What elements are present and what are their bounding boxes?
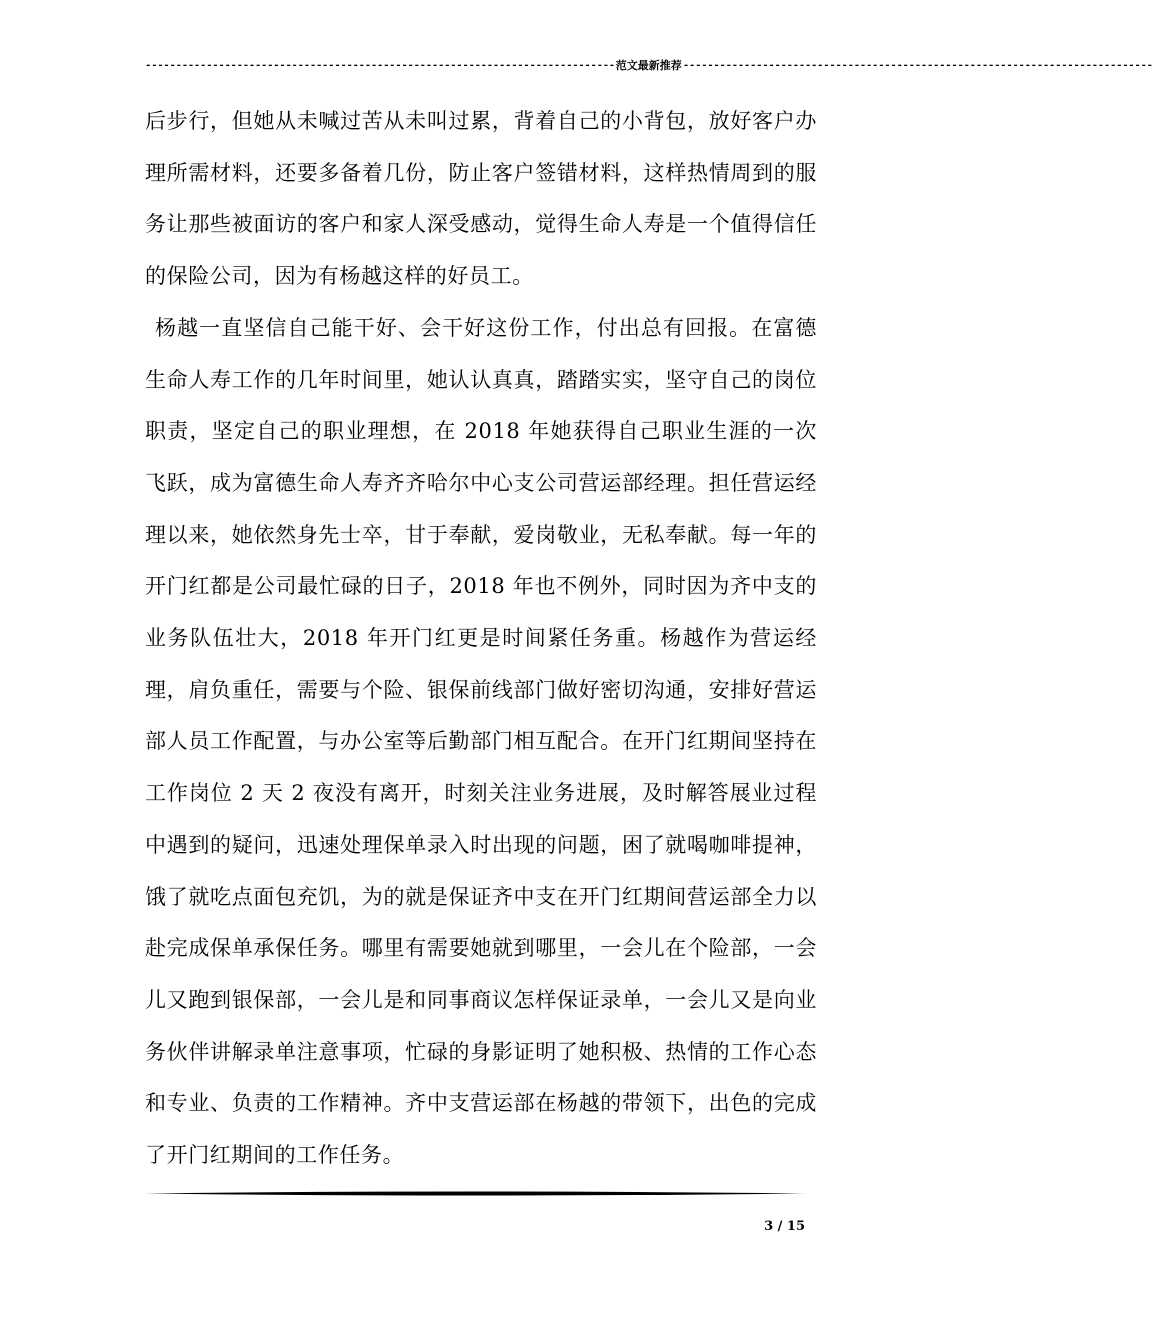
page-number: 3 / 15 [764,1219,805,1234]
document-body [145,96,817,1182]
footer-rule [145,1189,805,1198]
page-header [145,58,1153,74]
header-dashes-right: ----------------------------------------------------------------------------- [682,60,1153,72]
paragraph-yang-yue: 杨越一直坚信自己能干好、会干好这份工作，付出总有回报。在富德生命人寿工作的几年时间里，她认认真真，踏踏实实，坚守自己的岗位职责，坚定自己的职业理想，在 2018 年她获得自己职业生涯的一次飞跃，成为富德生命人寿齐齐哈尔中心支公司营运部经理。担任营运经理以来，她依然身先士卒，甘于奉献，爱岗敬业，无私奉献。每一年的开门红都是公司最忙碌的日子，2018 年也不例外，同时因为齐中支的业务队伍壮大，2018 年开门红更是时间紧任务重。杨越作为营运经理，肩负重任，需要与个险、银保前线部门做好密切沟通，安排好营运部人员工作配置，与办公室等后勤部门相互配合。在开门红期间坚持在工作岗位 2 天 2 夜没有离开，时刻关注业务进展，及时解答展业过程中遇到的疑问，迅速处理保单录入时出现的问题，困了就喝咖啡提神，饿了就吃点面包充饥，为的就是保证齐中支在开门红期间营运部全力以赴完成保单承保任务。哪里有需要她就到哪里，一会儿在个险部，一会儿又跑到银保部，一会儿是和同事商议怎样保证录单，一会儿又是向业务伙伴讲解录单注意事项，忙碌的身影证明了她积极、热情的工作心态和专业、负责的工作精神。齐中支营运部在杨越的带领下，出色的完成了开门红期间的工作任务。 [145,315,817,1168]
header-dashes-left: ----------------------------------------------------------------------------- [145,60,615,72]
header-title: 范文最新推荐 [615,59,682,72]
paragraph-continuation: 后步行，但她从未喊过苦从未叫过累，背着自己的小背包，放好客户办理所需材料，还要多备着几份，防止客户签错材料，这样热情周到的服务让那些被面访的客户和家人深受感动，觉得生命人寿是一个值得信任的保险公司，因为有杨越这样的好员工。 [145,109,817,289]
